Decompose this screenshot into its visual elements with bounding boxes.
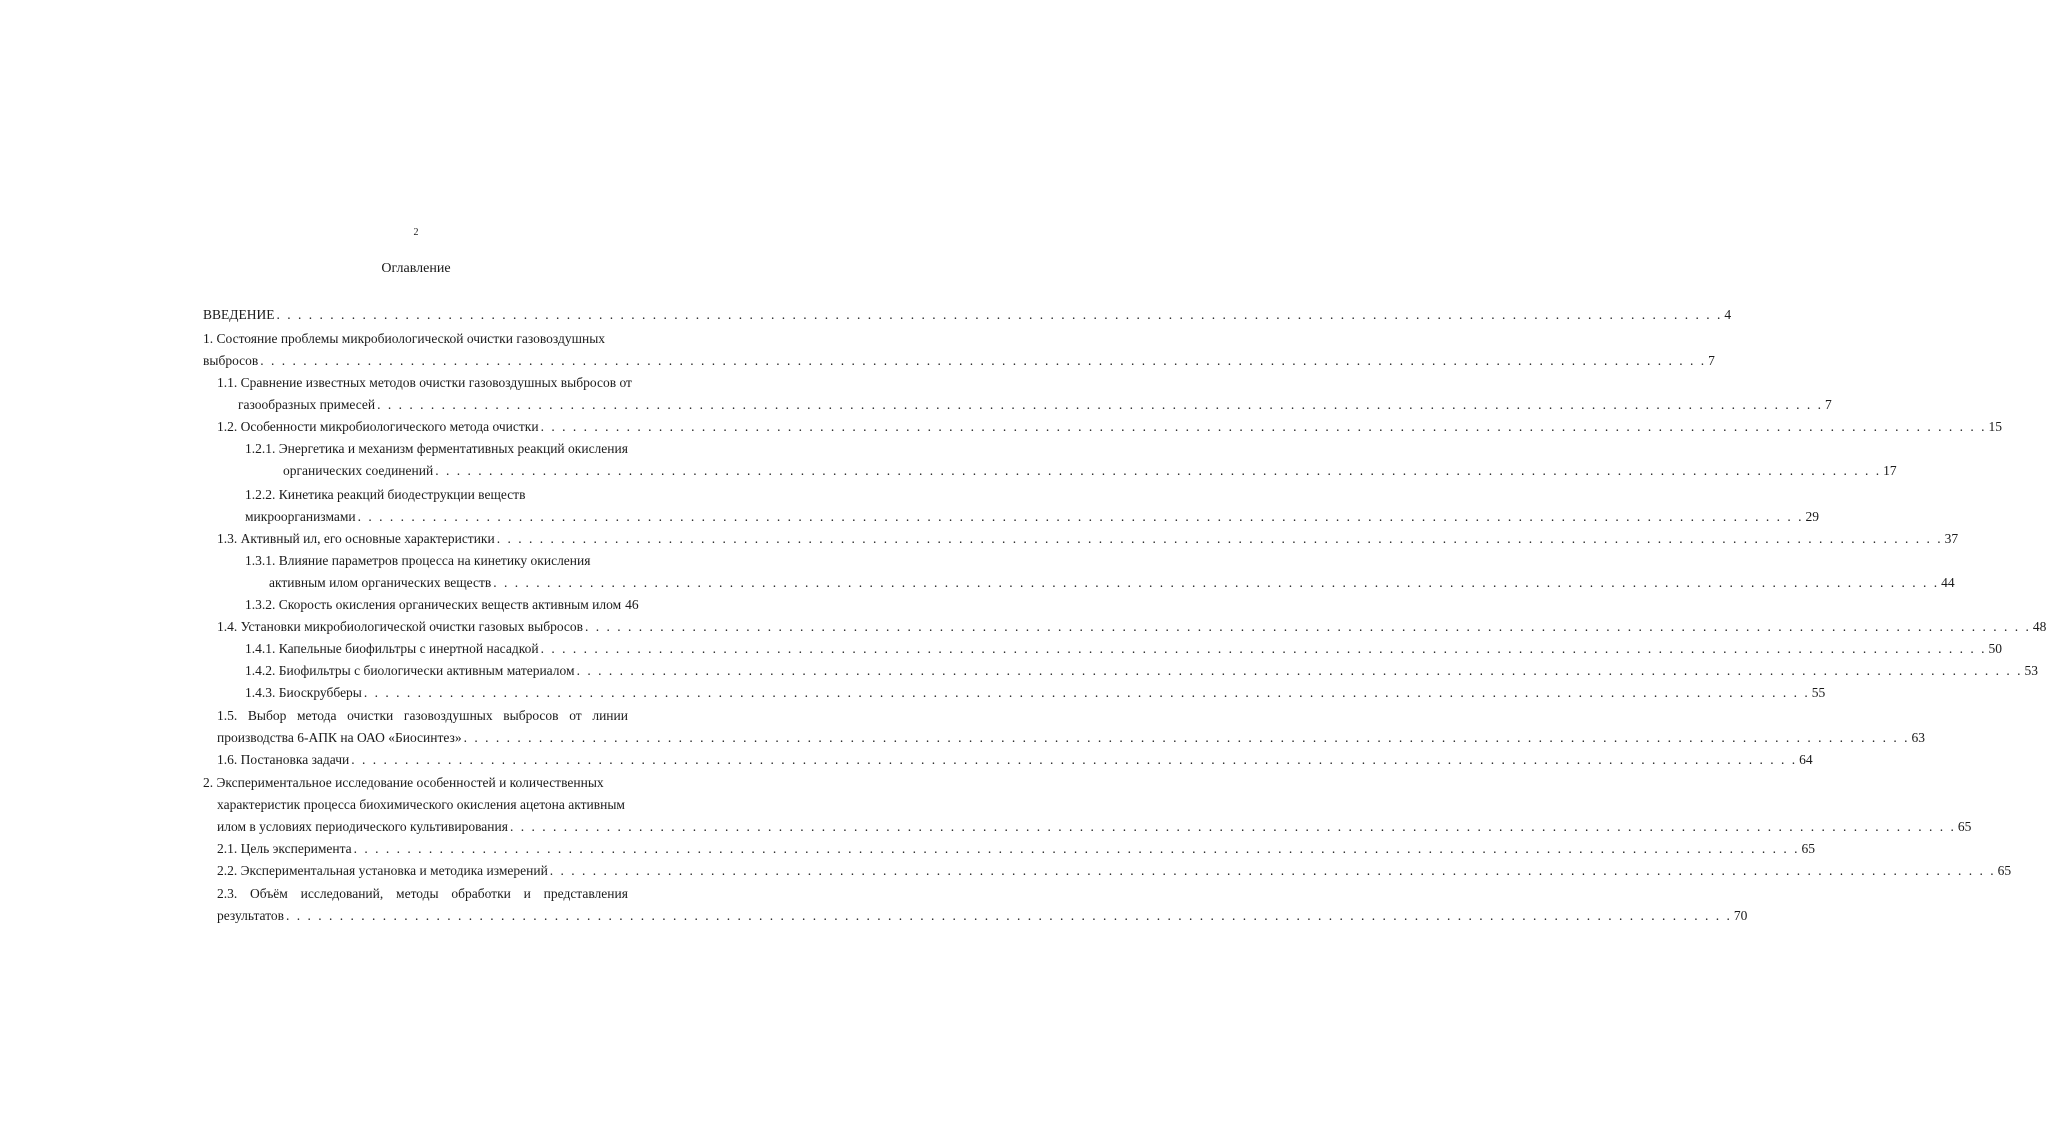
toc-dot-leader <box>493 574 1939 592</box>
toc-entry-1-1-line1: 1.1. Сравнение известных методов очистки газовоздушных выбросов от <box>217 375 632 390</box>
toc-entry-1 <box>203 352 1715 370</box>
toc-entry-title: выбросов <box>203 353 259 368</box>
toc-entry-title: 1.4.1. Капельные биофильтры с инертной насадкой <box>245 641 539 656</box>
toc-entry-title: 1.6. Постановка задачи <box>217 752 350 767</box>
toc-word: Объём <box>250 886 288 901</box>
toc-entry-page: 53 <box>2024 663 2038 678</box>
toc-word: очистки <box>347 708 394 723</box>
toc-entry-title: результатов <box>217 908 285 923</box>
toc-entry-page: 65 <box>1957 819 1972 834</box>
toc-entry-title: 1.3. Активный ил, его основные характеристики <box>217 531 495 546</box>
toc-entry-page: 37 <box>1944 531 1959 546</box>
toc-entry-page: 7 <box>1824 397 1832 412</box>
toc-entry-1-3-1-line1: 1.3.1. Влияние параметров процесса на кинетику окисления <box>245 553 591 568</box>
toc-entry-title: 1.4.3. Биоскрубберы <box>245 685 362 700</box>
toc-entry-title: илом в условиях периодического культивирования <box>217 819 508 834</box>
toc-entry-1-2-1-line1: 1.2.1. Энергетика и механизм ферментативных реакций окисления <box>245 441 628 456</box>
toc-entry-1-4-1 <box>245 640 2002 658</box>
toc-dot-leader <box>276 306 1722 324</box>
toc-entry-page: 55 <box>1811 685 1826 700</box>
toc-word: представления <box>543 886 628 901</box>
toc-entry-1-line1: 1. Состояние проблемы микробиологической очистки газовоздушных <box>203 331 606 346</box>
toc-entry-title: 1.3.2. Скорость окисления органических веществ активным илом <box>245 597 622 612</box>
toc-entry-title: микроорганизмами <box>245 509 356 524</box>
toc-dot-leader <box>541 640 1987 658</box>
toc-entry-1-3-2 <box>245 596 639 614</box>
toc-entry-page: 48 <box>2032 619 2046 634</box>
toc-entry-1-4-2 <box>245 662 2038 680</box>
toc-entry-title: 1.4. Установки микробиологической очистки газовых выбросов <box>217 619 584 634</box>
toc-word: методы <box>396 886 439 901</box>
toc-dot-leader <box>286 907 1732 925</box>
toc-entry-1-6 <box>217 751 1813 769</box>
toc-word: метода <box>297 708 337 723</box>
toc-entry-1-4-3 <box>245 684 1826 702</box>
toc-entry-page: 70 <box>1733 908 1748 923</box>
toc-dot-leader <box>260 352 1706 370</box>
toc-entry-1-2-1 <box>283 462 1897 480</box>
toc-dot-leader <box>550 862 1996 880</box>
toc-entry-title: газообразных примесей <box>238 397 376 412</box>
toc-entry-page: 65 <box>1997 863 2012 878</box>
toc-entry-1-2 <box>217 418 2002 436</box>
toc-entry-page: 15 <box>1988 419 2002 434</box>
toc-entry-title: 2.2. Экспериментальная установка и методика измерений <box>217 863 548 878</box>
toc-entry-page: 65 <box>1801 841 1816 856</box>
toc-dot-leader <box>354 840 1800 858</box>
toc-word: 1.5. <box>217 708 238 723</box>
toc-entry-title: активным илом органических веществ <box>269 575 492 590</box>
toc-entry-2-3-line1 <box>217 885 628 903</box>
toc-entry-2-2 <box>217 862 2012 880</box>
toc-word: исследований, <box>300 886 384 901</box>
toc-entry-page: 63 <box>1911 730 1926 745</box>
toc-entry-2-line1: 2. Экспериментальное исследование особенностей и количественных <box>203 775 604 790</box>
toc-entry-1-3-1 <box>269 574 1955 592</box>
toc-word: газовоздушных <box>403 708 493 723</box>
toc-entry-title: 1.4.2. Биофильтры с биологически активным материалом <box>245 663 575 678</box>
toc-word: Выбор <box>247 708 287 723</box>
toc-entry-page: 4 <box>1724 307 1732 322</box>
toc-dot-leader <box>541 418 1987 436</box>
toc-entry-2-3 <box>217 907 1748 925</box>
toc-dot-leader <box>497 530 1943 548</box>
toc-dot-leader <box>585 618 2031 636</box>
toc-entry-1-5-line1 <box>217 707 628 725</box>
toc-entry-2-1 <box>217 840 1816 858</box>
toc-entry-1-5 <box>217 729 1926 747</box>
toc-dot-leader <box>435 462 1881 480</box>
toc-word: 2.3. <box>217 886 238 901</box>
toc-word: обработки <box>451 886 511 901</box>
toc-dot-leader <box>577 662 2023 680</box>
page-number: 2 <box>413 227 419 238</box>
toc-dot-leader <box>351 751 1797 769</box>
toc-entry-2-line2: характеристик процесса биохимического окисления ацетона активным <box>217 797 625 812</box>
toc-entry-title: 2.1. Цель эксперимента <box>217 841 352 856</box>
toc-entry-1-1 <box>238 396 1832 414</box>
toc-title: Оглавление <box>381 261 451 276</box>
toc-entry-1-2-2 <box>245 508 1820 526</box>
toc-entry-page: 44 <box>1941 575 1955 590</box>
toc-entry-page: 17 <box>1883 463 1897 478</box>
toc-entry-title: органических соединений <box>283 463 434 478</box>
toc-entry-intro <box>203 306 1732 324</box>
toc-entry-page: 29 <box>1805 509 1820 524</box>
toc-word: выбросов <box>503 708 559 723</box>
toc-entry-1-4 <box>217 618 2046 636</box>
toc-dot-leader <box>364 684 1810 702</box>
toc-entry-1-2-2-line1: 1.2.2. Кинетика реакций биодеструкции веществ <box>245 487 526 502</box>
toc-word: линии <box>592 708 628 723</box>
toc-entry-1-3 <box>217 530 1959 548</box>
toc-entry-page: 7 <box>1708 353 1715 368</box>
toc-dot-leader <box>358 508 1804 526</box>
toc-entry-title: 1.2. Особенности микробиологического метода очистки <box>217 419 539 434</box>
toc-entry-title: ВВЕДЕНИЕ <box>203 307 275 322</box>
toc-entry-page: 46 <box>625 597 639 612</box>
toc-dot-leader <box>464 729 1910 747</box>
toc-entry-2 <box>217 818 1972 836</box>
toc-entry-title: производства 6-АПК на ОАО «Биосинтез» <box>217 730 462 745</box>
toc-dot-leader <box>510 818 1956 836</box>
toc-entry-page: 64 <box>1799 752 1813 767</box>
toc-word: от <box>569 708 582 723</box>
toc-entry-page: 50 <box>1988 641 2002 656</box>
toc-word: и <box>523 886 531 901</box>
toc-dot-leader <box>377 396 1823 414</box>
